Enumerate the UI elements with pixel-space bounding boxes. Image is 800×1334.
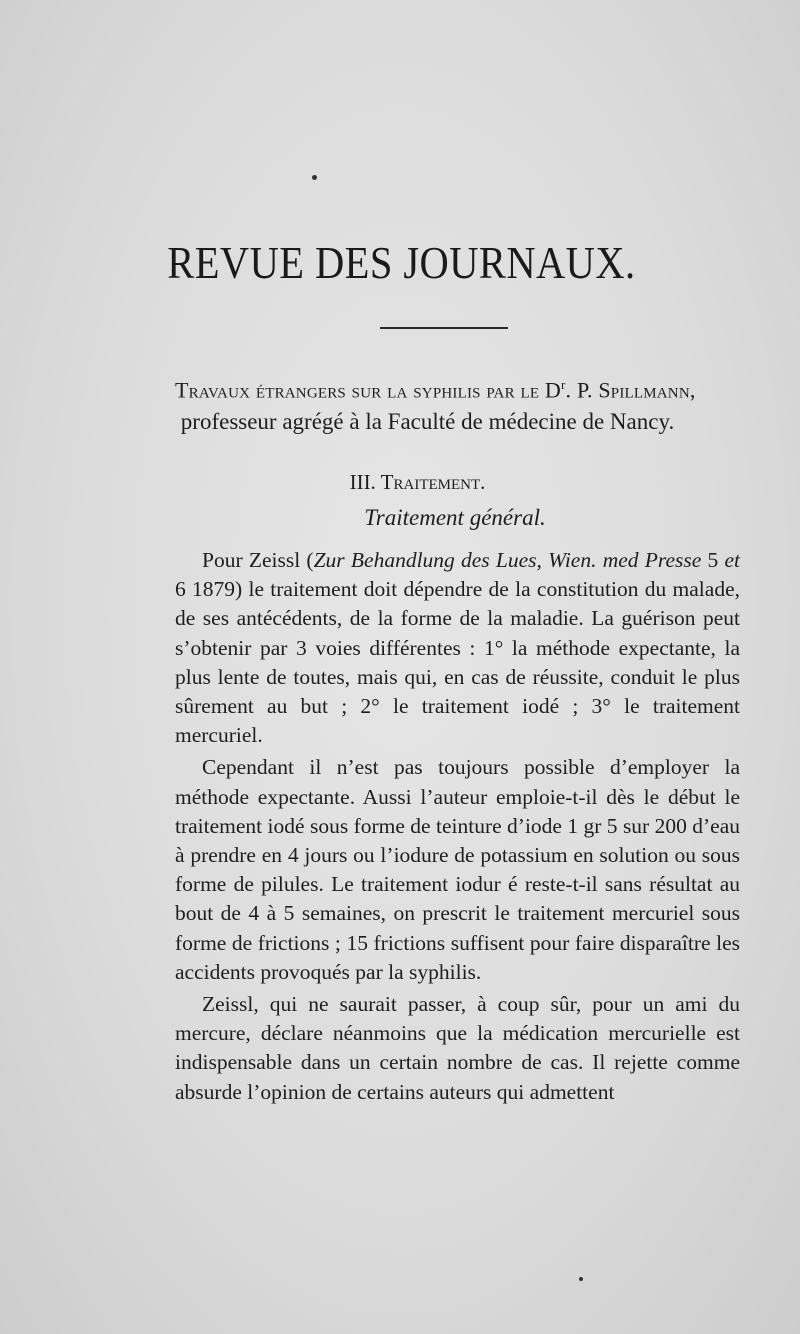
- p1-citation: Zur Behandlung des Lues, Wien. med Presse: [313, 548, 702, 572]
- subsection-heading: Traitement général.: [364, 505, 546, 530]
- article-byline: [175, 377, 775, 403]
- p1-rest: 6 1879) le traitement doit dépendre de la constitution du malade, de ses antécédents, de la forme de la maladie. La guérison peut s’obtenir par 3 voies différentes : 1° la méthode expectante, la plus lente de toutes, mais qui, en cas de réussite, conduit le plus sûrement au but ; 2° le traitement iodé ; 3° le traitement mercuriel.: [175, 577, 740, 748]
- p1-et: et: [724, 548, 740, 572]
- bleed-through-text: [175, 100, 775, 129]
- ink-speck: [312, 175, 317, 180]
- author-affiliation: professeur agrégé à la Faculté de médecine de Nancy.: [180, 409, 675, 434]
- section-heading: III. Traitement.: [349, 470, 486, 494]
- ink-speck: [579, 1277, 583, 1281]
- paragraph-3: Zeissl, qui ne saurait passer, à coup sûr, pour un ami du mercure, déclare néanmoins que la médication mercurielle est indispensable dans un certain nombre de cas. Il rejette comme absurde l’opinion de certains auteurs qui admettent: [175, 992, 740, 1104]
- byline-sup: r: [561, 377, 566, 392]
- title-divider: [380, 327, 508, 329]
- journal-title: REVUE DES JOURNAUX.: [167, 237, 636, 288]
- byline-lead: Travaux étrangers sur la syphilis par le D: [175, 377, 562, 403]
- p1-mid: 5: [701, 548, 725, 572]
- byline-name: . P. Spillmann,: [565, 377, 696, 403]
- paragraph-1: [175, 546, 740, 750]
- article-body: [175, 546, 740, 1110]
- paragraph-2: Cependant il n’est pas toujours possible d’employer la méthode expectante. Aussi l’auteur emploie-t-il dès le début le traitement iodé sous forme de teinture d’iode 1 gr 5 sur 200 d’eau à prendre en 4 jours ou l’iodure de potassium en solution ou sous forme de pilules. Le traitement iodur é reste-t-il sans résultat au bout de 4 à 5 semaines, on prescrit le traitement mercuriel sous forme de frictions ; 15 frictions suffisent pour faire disparaître les accidents provoqués par la syphilis.: [175, 755, 740, 984]
- p1-lead: Pour Zeissl (: [202, 548, 314, 572]
